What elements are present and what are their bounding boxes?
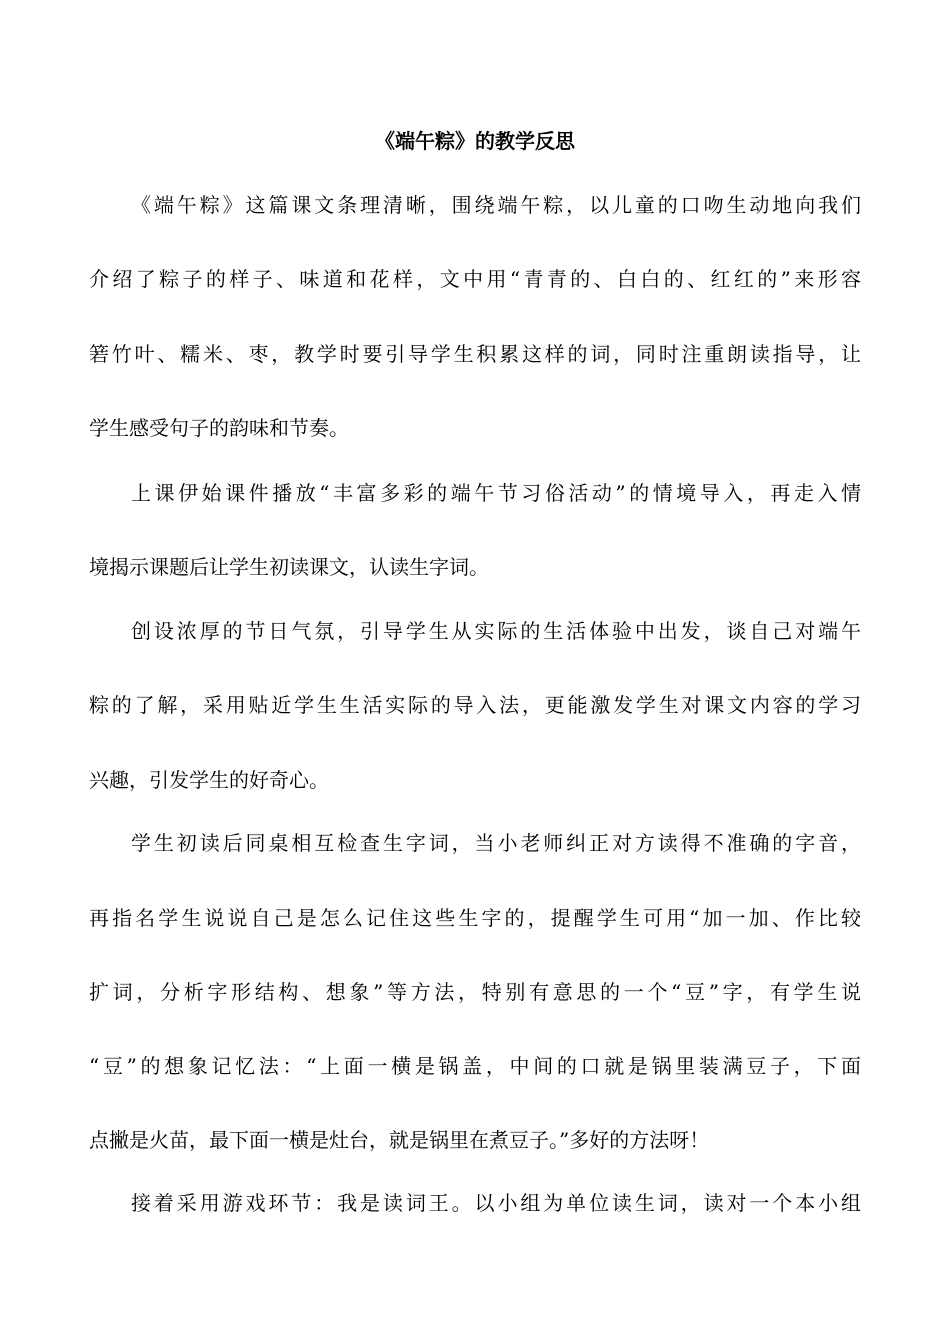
paragraph-3-line-2: 粽的了解，采用贴近学生生活实际的导入法，更能激发学生对课文内容的学习 xyxy=(89,693,861,717)
paragraph-1-line-2: 介绍了粽子的样子、味道和花样，文中用“青青的、白白的、红红的”来形容 xyxy=(89,267,861,291)
paragraph-1-line-3: 箬竹叶、糯米、枣，教学时要引导学生积累这样的词，同时注重朗读指导，让 xyxy=(89,342,861,366)
paragraph-4-line-1: 学生初读后同桌相互检查生字词，当小老师纠正对方读得不准确的字音， xyxy=(131,831,861,855)
paragraph-1-line-1: 《端午粽》这篇课文条理清晰，围绕端午粽，以儿童的口吻生动地向我们 xyxy=(131,193,861,217)
document-title: 《端午粽》的教学反思 xyxy=(375,129,575,153)
paragraph-5-line-1: 接着采用游戏环节：我是读词王。以小组为单位读生词，读对一个本小组 xyxy=(131,1191,861,1215)
paragraph-4-line-4: “豆”的想象记忆法：“上面一横是锅盖，中间的口就是锅里装满豆子，下面 xyxy=(89,1054,861,1078)
paragraph-2-line-1: 上课伊始课件播放“丰富多彩的端午节习俗活动”的情境导入，再走入情 xyxy=(131,481,861,505)
paragraph-1-line-4: 学生感受句子的韵味和节奏。 xyxy=(89,416,349,440)
paragraph-4-line-5: 点撇是火苗，最下面一横是灶台，就是锅里在煮豆子。”多好的方法呀！ xyxy=(89,1128,710,1152)
paragraph-3-line-1: 创设浓厚的节日气氛，引导学生从实际的生活体验中出发，谈自己对端午 xyxy=(131,619,861,643)
paragraph-3-line-3: 兴趣，引发学生的好奇心。 xyxy=(89,768,329,792)
paragraph-4-line-2: 再指名学生说说自己是怎么记住这些生字的，提醒学生可用“加一加、作比较 xyxy=(89,906,861,930)
paragraph-2-line-2: 境揭示课题后让学生初读课文，认读生字词。 xyxy=(89,555,489,579)
paragraph-4-line-3: 扩词，分析字形结构、想象”等方法，特别有意思的一个“豆”字，有学生说 xyxy=(89,980,861,1004)
